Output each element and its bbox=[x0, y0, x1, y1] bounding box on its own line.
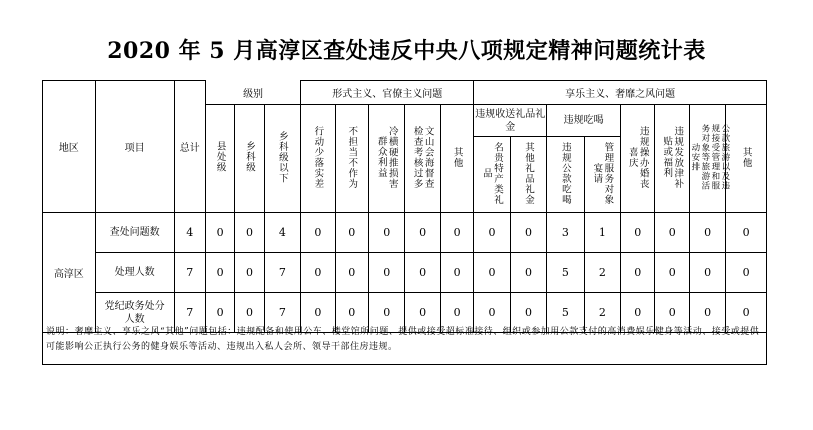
header-level-below: 乡科级以下 bbox=[264, 105, 300, 213]
value-cell: 0 bbox=[689, 253, 725, 293]
value-cell: 0 bbox=[335, 213, 368, 253]
value-cell: 0 bbox=[621, 213, 655, 253]
value-cell: 0 bbox=[621, 293, 655, 333]
value-cell: 3 bbox=[547, 213, 584, 253]
header-formalism-other: 其他 bbox=[440, 105, 473, 213]
value-cell: 0 bbox=[301, 213, 335, 253]
statistics-table bbox=[42, 80, 767, 333]
header-formalism-meetings: 文山会海督查检查考核过多 bbox=[405, 105, 440, 213]
value-cell: 7 bbox=[264, 253, 300, 293]
value-cell: 4 bbox=[174, 213, 205, 253]
header-dining-public: 违规公款吃喝 bbox=[547, 137, 584, 213]
value-cell: 0 bbox=[235, 293, 264, 333]
header-hedonism-other: 其他 bbox=[726, 105, 767, 213]
value-cell: 7 bbox=[264, 293, 300, 333]
value-cell: 0 bbox=[655, 293, 689, 333]
value-cell: 0 bbox=[405, 253, 440, 293]
value-cell: 0 bbox=[689, 213, 725, 253]
header-level-group: 级别 bbox=[205, 81, 300, 105]
value-cell: 0 bbox=[368, 293, 404, 333]
value-cell: 0 bbox=[235, 213, 264, 253]
value-cell: 0 bbox=[301, 253, 335, 293]
header-level-county: 县处级 bbox=[205, 105, 234, 213]
value-cell: 0 bbox=[726, 213, 767, 253]
header-gift-specialty: 名贵特产类礼品 bbox=[474, 137, 510, 213]
value-cell: 0 bbox=[655, 253, 689, 293]
header-gift-other: 其他礼品礼金 bbox=[510, 137, 546, 213]
value-cell: 2 bbox=[584, 253, 620, 293]
value-cell: 0 bbox=[440, 293, 473, 333]
value-cell: 0 bbox=[368, 213, 404, 253]
row-label: 查处问题数 bbox=[95, 213, 174, 253]
region-cell: 高淳区 bbox=[43, 213, 96, 333]
header-formalism-group: 形式主义、官僚主义问题 bbox=[301, 81, 474, 105]
value-cell: 0 bbox=[510, 213, 546, 253]
value-cell: 0 bbox=[205, 213, 234, 253]
value-cell: 0 bbox=[405, 293, 440, 333]
value-cell: 0 bbox=[510, 293, 546, 333]
header-gift-group: 违规收送礼品礼金 bbox=[474, 105, 547, 137]
value-cell: 7 bbox=[174, 253, 205, 293]
value-cell: 0 bbox=[205, 293, 234, 333]
value-cell: 0 bbox=[335, 293, 368, 333]
value-cell: 0 bbox=[440, 253, 473, 293]
value-cell: 1 bbox=[584, 213, 620, 253]
value-cell: 0 bbox=[235, 253, 264, 293]
value-cell: 5 bbox=[547, 253, 584, 293]
value-cell: 0 bbox=[405, 213, 440, 253]
value-cell: 0 bbox=[726, 293, 767, 333]
header-item: 项目 bbox=[95, 81, 174, 213]
header-region: 地区 bbox=[43, 81, 96, 213]
row-label: 处理人数 bbox=[95, 253, 174, 293]
header-total: 总计 bbox=[174, 81, 205, 213]
header-hedonism-travel: 公款旅游以及违规接受管理和服务对象等旅游活动安排 bbox=[689, 105, 725, 213]
table-row bbox=[43, 253, 767, 293]
header-hedonism-weddings: 违规操办婚丧喜庆 bbox=[621, 105, 655, 213]
header-dining-banquet: 管理服务对象宴请 bbox=[584, 137, 620, 213]
header-level-township: 乡科级 bbox=[235, 105, 264, 213]
value-cell: 2 bbox=[584, 293, 620, 333]
footnote: 说明：奢靡主义、享乐之风“其他”问题包括：违规配备和使用公车、楼堂馆所问题、提供或接受超标准接待、组织或参加用公款支付的高消费娱乐健身等活动、接受或提供可能影响公正执行公务的健身娱乐等活动、违规出入私人会所、领导干部住房违规。 bbox=[42, 323, 767, 365]
value-cell: 0 bbox=[689, 293, 725, 333]
page-title: 2020 年 5 月高淳区查处违反中央八项规定精神问题统计表 bbox=[107, 38, 706, 64]
value-cell: 0 bbox=[655, 213, 689, 253]
header-hedonism-subsidies: 违规发放津补贴或福利 bbox=[655, 105, 689, 213]
value-cell: 0 bbox=[474, 213, 510, 253]
value-cell: 0 bbox=[621, 253, 655, 293]
value-cell: 0 bbox=[474, 293, 510, 333]
value-cell: 0 bbox=[510, 253, 546, 293]
value-cell: 0 bbox=[205, 253, 234, 293]
value-cell: 4 bbox=[264, 213, 300, 253]
header-dining-group: 违规吃喝 bbox=[547, 105, 621, 137]
table-row bbox=[43, 213, 767, 253]
value-cell: 0 bbox=[474, 253, 510, 293]
value-cell: 0 bbox=[301, 293, 335, 333]
value-cell: 0 bbox=[368, 253, 404, 293]
row-label: 党纪政务处分人数 bbox=[95, 293, 174, 333]
value-cell: 0 bbox=[440, 213, 473, 253]
header-hedonism-group: 享乐主义、奢靡之风问题 bbox=[474, 81, 767, 105]
value-cell: 0 bbox=[726, 253, 767, 293]
header-formalism-harm: 冷横硬推损害群众利益 bbox=[368, 105, 404, 213]
value-cell: 7 bbox=[174, 293, 205, 333]
header-formalism-inaction: 不担当不作为 bbox=[335, 105, 368, 213]
header-formalism-action: 行动少落实差 bbox=[301, 105, 335, 213]
value-cell: 5 bbox=[547, 293, 584, 333]
value-cell: 0 bbox=[335, 253, 368, 293]
